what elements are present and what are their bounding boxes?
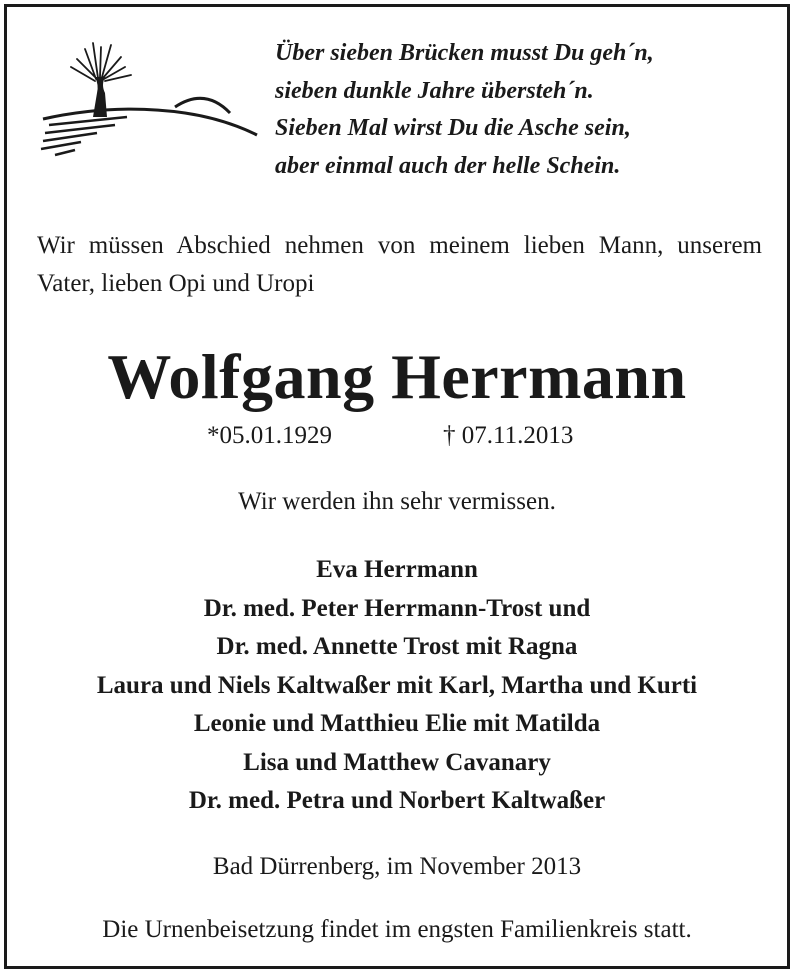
family-member: Eva Herrmann (316, 556, 478, 583)
death-date: † 07.11.2013 (443, 422, 574, 449)
obituary-card (4, 4, 790, 969)
birth-date: *05.01.1929 (207, 422, 332, 449)
deceased-name: Wolfgang Herrmann (107, 341, 687, 412)
family-member: Dr. med. Peter Herrmann-Trost und (203, 594, 591, 622)
poem-line: aber einmal auch der helle Schein. (275, 152, 621, 179)
place-date: Bad Dürrenberg, im November 2013 (212, 853, 582, 880)
burial-note: Die Urnenbeisetzung findet im engsten Familienkreis statt. (102, 916, 692, 943)
poem-line: Über sieben Brücken musst Du geh´n, (275, 40, 654, 66)
poem-line: Sieben Mal wirst Du die Asche sein, (275, 115, 631, 141)
family-member: Dr. med. Annette Trost mit Ragna (216, 633, 578, 660)
family-member: Dr. med. Petra und Norbert Kaltwaßer (188, 787, 606, 814)
miss-text: Wir werden ihn sehr vermissen. (238, 488, 556, 515)
family-member: Leonie und Matthieu Elie mit Matilda (193, 710, 601, 737)
family-member: Laura und Niels Kaltwaßer mit Karl, Martha und Kurti (96, 671, 698, 699)
poem-line: sieben dunkle Jahre übersteh´n. (275, 77, 594, 104)
family-list (7, 551, 787, 821)
poem (275, 35, 775, 185)
family-member: Lisa und Matthew Cavanary (243, 748, 551, 776)
intro-text: Wir müssen Abschied nehmen von meinem lieben Mann, unserem Vater, lieben Opi und Uropi (37, 232, 762, 297)
willow-tree-on-hill-with-setting-sun-icon (35, 37, 265, 167)
